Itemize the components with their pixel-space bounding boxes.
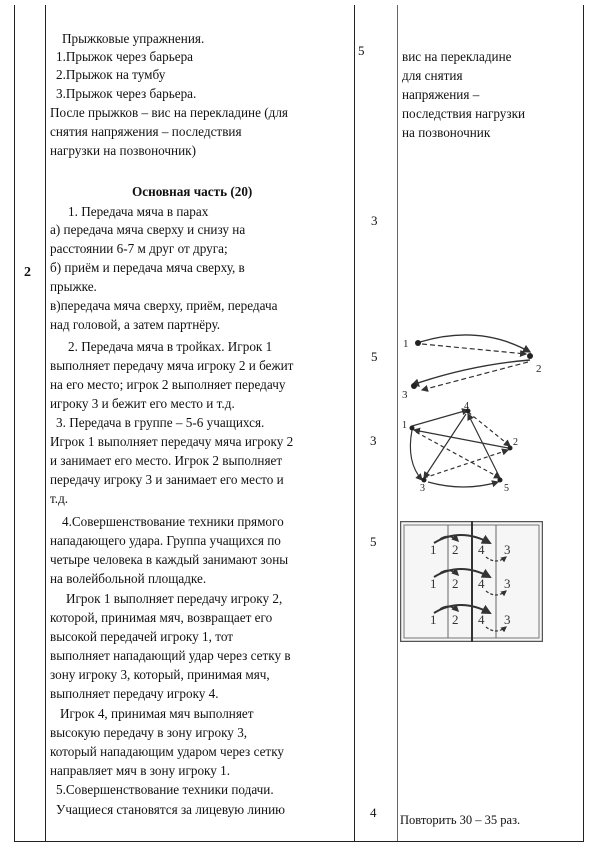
player-marker — [527, 353, 533, 359]
player-marker — [498, 478, 503, 483]
triples-line: на его место; игрок 2 выполняет передачу — [50, 377, 286, 392]
attack-line: высокой передачей игроку 1, тот — [50, 629, 234, 644]
row-number: 2 — [24, 265, 31, 280]
player-label: 4 — [464, 402, 469, 412]
player-marker — [422, 478, 427, 483]
column-divider — [45, 5, 46, 842]
pairs-line: над головой, а затем партнёру. — [50, 317, 221, 332]
attack-line: 4.Совершенствование техники прямого — [62, 514, 284, 529]
player-marker — [415, 340, 421, 346]
attack-line: нападающего удара. Группа учащихся по — [50, 533, 281, 548]
player-marker — [411, 383, 417, 389]
attack-line: которой, принимая мяч, возвращает его — [50, 610, 273, 625]
player-label: 1 — [430, 542, 437, 557]
jumps-item: 3.Прыжок через барьера. — [56, 86, 197, 101]
pairs-line: в)передача мяча сверху, приём, передача — [50, 298, 278, 313]
player-label: 2 — [452, 576, 459, 591]
pass-arrow — [468, 412, 510, 446]
jumps-note-line: вис на перекладине — [402, 49, 512, 64]
jumps-item: 1.Прыжок через барьера — [56, 49, 194, 64]
triples-minutes: 5 — [371, 349, 378, 364]
attack-line: зону игроку 3, который, принимая мяч, — [50, 667, 270, 682]
jumps-item: 2.Прыжок на тумбу — [56, 67, 166, 82]
run-arrow — [410, 430, 422, 480]
attack-line: на волейбольной площадке. — [50, 571, 207, 586]
group-line: и занимает его место. Игрок 2 выполняет — [50, 453, 283, 468]
pairs-line: прыжке. — [50, 279, 97, 294]
attack-line: высокую передачу в зону игроку 3, — [50, 725, 248, 740]
group-diagram — [400, 402, 530, 492]
attack-diagram — [400, 521, 543, 642]
attack-line: Игрок 1 выполняет передачу игроку 2, — [66, 591, 283, 606]
player-label: 4 — [478, 576, 485, 591]
attack-line: направляет мяч в зону игроку 1. — [50, 763, 231, 778]
triples-line: игроку 3 и бежит его место и т.д. — [50, 396, 235, 411]
jumps-note-line: напряжения – — [402, 87, 480, 102]
table-border-right — [583, 5, 584, 842]
player-label: 3 — [420, 483, 425, 492]
attack-line: четыре человека в каждый занимают зоны — [50, 552, 289, 567]
player-label: 1 — [430, 612, 437, 627]
serve-line: 5.Совершенствование техники подачи. — [56, 782, 274, 797]
player-label: 1 — [430, 576, 437, 591]
attack-minutes: 5 — [370, 534, 377, 549]
run-arrow — [420, 335, 530, 352]
player-marker — [508, 446, 513, 451]
attack-line: Игрок 4, принимая мяч выполняет — [60, 706, 254, 721]
pairs-line: 1. Передача мяча в парах — [68, 204, 209, 219]
triples-line: 2. Передача мяча в тройках. Игрок 1 — [68, 339, 273, 354]
pass-arrow — [414, 430, 508, 448]
column-divider — [397, 5, 398, 842]
player-label: 3 — [402, 389, 408, 400]
jumps-after-line: нагрузки на позвоночник) — [50, 143, 196, 158]
pairs-line: б) приём и передача мяча сверху, в — [50, 260, 245, 275]
player-label: 4 — [478, 542, 485, 557]
attack-line: выполняет нападающий удар через сетку в — [50, 648, 291, 663]
player-label: 2 — [452, 612, 459, 627]
serve-minutes: 4 — [370, 805, 377, 820]
group-minutes: 3 — [370, 433, 377, 448]
run-arrow — [428, 482, 498, 487]
player-label: 2 — [513, 437, 518, 448]
attack-line: который нападающим ударом через сетку — [50, 744, 285, 759]
table-border-left — [14, 5, 15, 842]
group-line: передачу игроку 3 и занимает его место и — [50, 472, 284, 487]
pass-arrow — [424, 414, 466, 478]
serve-note: Повторить 30 – 35 раз. — [400, 813, 521, 827]
jumps-note-line: на позвоночник — [402, 125, 491, 140]
group-line: Игрок 1 выполняет передачу мяча игроку 2 — [50, 434, 294, 449]
serve-line: Учащиеся становятся за лицевую линию — [56, 802, 286, 817]
player-label: 2 — [452, 542, 459, 557]
triples-line: выполняет передачу мяча игроку 2 и бежит — [50, 358, 294, 373]
group-line: 3. Передача в группе – 5-6 учащихся. — [56, 415, 265, 430]
pairs-line: а) передача мяча сверху и снизу на — [50, 222, 246, 237]
player-label: 3 — [504, 612, 511, 627]
jumps-after-line: После прыжков – вис на перекладине (для — [50, 105, 288, 120]
player-label: 3 — [504, 576, 511, 591]
player-label: 1 — [403, 338, 409, 350]
jumps-note-line: для снятия — [402, 68, 463, 83]
run-arrow — [412, 360, 530, 385]
group-line: т.д. — [50, 491, 69, 506]
player-marker — [410, 426, 415, 431]
pairs-line: расстоянии 6-7 м друг от друга; — [50, 241, 228, 256]
pass-arrow — [422, 362, 528, 390]
attack-line: выполняет передачу игроку 4. — [50, 686, 219, 701]
jumps-note-line: последствия нагрузки — [402, 106, 526, 121]
pairs-minutes: 3 — [371, 213, 378, 228]
jumps-title: Прыжковые упражнения. — [62, 31, 205, 46]
player-label: 3 — [504, 542, 511, 557]
main-part-heading: Основная часть (20) — [132, 184, 253, 199]
pass-arrow — [422, 344, 526, 354]
triples-diagram — [400, 330, 550, 400]
column-divider — [354, 5, 355, 842]
player-label: 5 — [504, 483, 509, 492]
jumps-minutes: 5 — [358, 43, 365, 58]
pass-arrow — [424, 450, 508, 478]
player-label: 1 — [402, 420, 407, 431]
jumps-after-line: снятия напряжения – последствия — [50, 124, 242, 139]
player-label: 2 — [536, 363, 542, 375]
player-label: 4 — [478, 612, 485, 627]
